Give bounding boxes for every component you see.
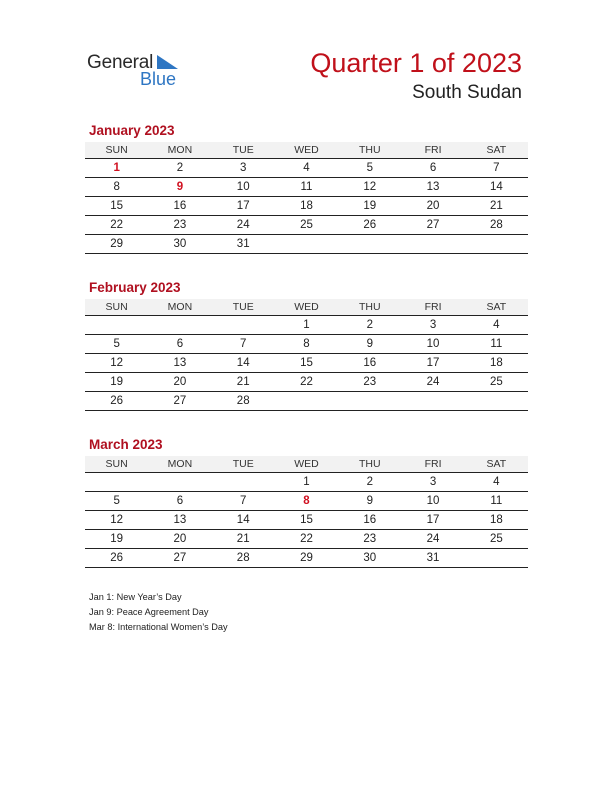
day-cell: 5 bbox=[85, 492, 148, 511]
day-cell: 22 bbox=[275, 373, 338, 392]
country-name: South Sudan bbox=[412, 82, 522, 103]
day-cell: 3 bbox=[401, 316, 464, 335]
day-cell bbox=[338, 235, 401, 254]
day-cell: 14 bbox=[212, 354, 275, 373]
weekday-header-wed: WED bbox=[275, 456, 338, 473]
day-cell: 29 bbox=[275, 549, 338, 568]
day-cell: 31 bbox=[212, 235, 275, 254]
month-block-february bbox=[85, 280, 528, 411]
day-cell: 12 bbox=[85, 511, 148, 530]
day-cell bbox=[85, 316, 148, 335]
day-cell: 4 bbox=[465, 473, 528, 492]
weekday-header-fri: FRI bbox=[401, 456, 464, 473]
day-cell: 28 bbox=[465, 216, 528, 235]
week-row bbox=[85, 530, 528, 549]
weekday-header-row bbox=[85, 456, 528, 473]
day-cell: 27 bbox=[148, 392, 211, 411]
day-cell: 26 bbox=[338, 216, 401, 235]
weekday-header-thu: THU bbox=[338, 142, 401, 159]
day-cell: 10 bbox=[401, 335, 464, 354]
weekday-header-thu: THU bbox=[338, 456, 401, 473]
day-cell: 20 bbox=[401, 197, 464, 216]
day-cell: 4 bbox=[275, 159, 338, 178]
triangle-flag-icon bbox=[157, 55, 179, 69]
day-cell: 13 bbox=[148, 511, 211, 530]
week-row bbox=[85, 316, 528, 335]
day-cell: 4 bbox=[465, 316, 528, 335]
week-row bbox=[85, 235, 528, 254]
weekday-header-row bbox=[85, 142, 528, 159]
day-cell bbox=[465, 235, 528, 254]
day-cell: 5 bbox=[338, 159, 401, 178]
day-cell: 12 bbox=[85, 354, 148, 373]
day-cell: 11 bbox=[465, 335, 528, 354]
day-cell: 20 bbox=[148, 530, 211, 549]
month-block-january bbox=[85, 123, 528, 254]
week-row bbox=[85, 492, 528, 511]
day-cell bbox=[275, 392, 338, 411]
holiday-entry: Jan 1: New Year’s Day bbox=[89, 592, 182, 602]
day-cell bbox=[275, 235, 338, 254]
day-cell: 30 bbox=[148, 235, 211, 254]
day-cell bbox=[148, 316, 211, 335]
day-cell: 17 bbox=[401, 354, 464, 373]
month-block-march bbox=[85, 437, 528, 568]
day-cell: 26 bbox=[85, 549, 148, 568]
day-cell: 16 bbox=[338, 354, 401, 373]
day-cell bbox=[85, 473, 148, 492]
day-cell: 1 bbox=[275, 473, 338, 492]
day-cell: 13 bbox=[401, 178, 464, 197]
day-cell: 9 bbox=[338, 492, 401, 511]
day-cell: 27 bbox=[401, 216, 464, 235]
weekday-header-tue: TUE bbox=[212, 299, 275, 316]
day-cell: 14 bbox=[212, 511, 275, 530]
calendar-table bbox=[85, 456, 528, 568]
weekday-header-wed: WED bbox=[275, 299, 338, 316]
day-cell: 28 bbox=[212, 392, 275, 411]
weekday-header-sat: SAT bbox=[465, 456, 528, 473]
day-cell: 14 bbox=[465, 178, 528, 197]
day-cell: 16 bbox=[148, 197, 211, 216]
day-cell bbox=[465, 392, 528, 411]
month-title: January 2023 bbox=[89, 123, 175, 138]
week-row bbox=[85, 197, 528, 216]
day-cell bbox=[401, 235, 464, 254]
day-cell bbox=[212, 473, 275, 492]
week-row bbox=[85, 392, 528, 411]
day-cell: 22 bbox=[275, 530, 338, 549]
day-cell: 25 bbox=[465, 530, 528, 549]
day-cell: 15 bbox=[275, 511, 338, 530]
holiday-day-cell: 1 bbox=[85, 159, 148, 178]
day-cell: 25 bbox=[465, 373, 528, 392]
day-cell: 2 bbox=[338, 316, 401, 335]
month-title: February 2023 bbox=[89, 280, 181, 295]
day-cell: 3 bbox=[212, 159, 275, 178]
day-cell: 6 bbox=[148, 335, 211, 354]
weekday-header-mon: MON bbox=[148, 142, 211, 159]
day-cell: 10 bbox=[212, 178, 275, 197]
day-cell: 15 bbox=[275, 354, 338, 373]
day-cell: 11 bbox=[275, 178, 338, 197]
day-cell: 6 bbox=[401, 159, 464, 178]
day-cell: 3 bbox=[401, 473, 464, 492]
week-row bbox=[85, 216, 528, 235]
calendar-table bbox=[85, 299, 528, 411]
generalblue-logo bbox=[87, 52, 187, 92]
weekday-header-sun: SUN bbox=[85, 299, 148, 316]
day-cell: 18 bbox=[275, 197, 338, 216]
day-cell: 31 bbox=[401, 549, 464, 568]
day-cell: 2 bbox=[148, 159, 211, 178]
day-cell: 22 bbox=[85, 216, 148, 235]
day-cell: 13 bbox=[148, 354, 211, 373]
week-row bbox=[85, 473, 528, 492]
day-cell: 8 bbox=[275, 335, 338, 354]
holiday-entry: Jan 9: Peace Agreement Day bbox=[89, 607, 209, 617]
weekday-header-sun: SUN bbox=[85, 456, 148, 473]
day-cell: 21 bbox=[212, 373, 275, 392]
weekday-header-sun: SUN bbox=[85, 142, 148, 159]
page-title: Quarter 1 of 2023 bbox=[310, 48, 522, 78]
day-cell: 21 bbox=[212, 530, 275, 549]
logo-word-general: General bbox=[87, 52, 154, 73]
day-cell: 5 bbox=[85, 335, 148, 354]
week-row bbox=[85, 335, 528, 354]
week-row bbox=[85, 354, 528, 373]
day-cell: 24 bbox=[212, 216, 275, 235]
logo-word-blue: Blue bbox=[140, 69, 177, 89]
day-cell: 26 bbox=[85, 392, 148, 411]
holiday-day-cell: 9 bbox=[148, 178, 211, 197]
day-cell: 7 bbox=[212, 492, 275, 511]
day-cell: 8 bbox=[85, 178, 148, 197]
week-row bbox=[85, 178, 528, 197]
weekday-header-fri: FRI bbox=[401, 142, 464, 159]
day-cell: 27 bbox=[148, 549, 211, 568]
week-row bbox=[85, 373, 528, 392]
weekday-header-row bbox=[85, 299, 528, 316]
day-cell: 30 bbox=[338, 549, 401, 568]
month-title: March 2023 bbox=[89, 437, 163, 452]
holiday-day-cell: 8 bbox=[275, 492, 338, 511]
day-cell: 18 bbox=[465, 354, 528, 373]
day-cell: 25 bbox=[275, 216, 338, 235]
day-cell bbox=[401, 392, 464, 411]
day-cell: 17 bbox=[401, 511, 464, 530]
day-cell: 7 bbox=[212, 335, 275, 354]
holiday-list bbox=[89, 590, 228, 635]
day-cell bbox=[212, 316, 275, 335]
day-cell: 2 bbox=[338, 473, 401, 492]
weekday-header-sat: SAT bbox=[465, 299, 528, 316]
weekday-header-thu: THU bbox=[338, 299, 401, 316]
day-cell: 10 bbox=[401, 492, 464, 511]
day-cell: 17 bbox=[212, 197, 275, 216]
day-cell: 6 bbox=[148, 492, 211, 511]
day-cell: 16 bbox=[338, 511, 401, 530]
day-cell: 7 bbox=[465, 159, 528, 178]
day-cell: 18 bbox=[465, 511, 528, 530]
day-cell: 11 bbox=[465, 492, 528, 511]
day-cell: 19 bbox=[338, 197, 401, 216]
day-cell: 20 bbox=[148, 373, 211, 392]
day-cell: 24 bbox=[401, 373, 464, 392]
weekday-header-tue: TUE bbox=[212, 142, 275, 159]
weekday-header-mon: MON bbox=[148, 299, 211, 316]
day-cell: 21 bbox=[465, 197, 528, 216]
day-cell: 29 bbox=[85, 235, 148, 254]
day-cell: 1 bbox=[275, 316, 338, 335]
day-cell: 19 bbox=[85, 373, 148, 392]
day-cell: 9 bbox=[338, 335, 401, 354]
week-row bbox=[85, 549, 528, 568]
weekday-header-sat: SAT bbox=[465, 142, 528, 159]
day-cell: 28 bbox=[212, 549, 275, 568]
day-cell bbox=[338, 392, 401, 411]
day-cell bbox=[148, 473, 211, 492]
week-row bbox=[85, 159, 528, 178]
weekday-header-tue: TUE bbox=[212, 456, 275, 473]
day-cell: 12 bbox=[338, 178, 401, 197]
day-cell: 23 bbox=[338, 373, 401, 392]
calendar-table bbox=[85, 142, 528, 254]
day-cell: 23 bbox=[338, 530, 401, 549]
day-cell: 24 bbox=[401, 530, 464, 549]
weekday-header-mon: MON bbox=[148, 456, 211, 473]
day-cell: 23 bbox=[148, 216, 211, 235]
weekday-header-wed: WED bbox=[275, 142, 338, 159]
day-cell: 15 bbox=[85, 197, 148, 216]
holiday-entry: Mar 8: International Women’s Day bbox=[89, 622, 228, 632]
week-row bbox=[85, 511, 528, 530]
weekday-header-fri: FRI bbox=[401, 299, 464, 316]
day-cell: 19 bbox=[85, 530, 148, 549]
day-cell bbox=[465, 549, 528, 568]
